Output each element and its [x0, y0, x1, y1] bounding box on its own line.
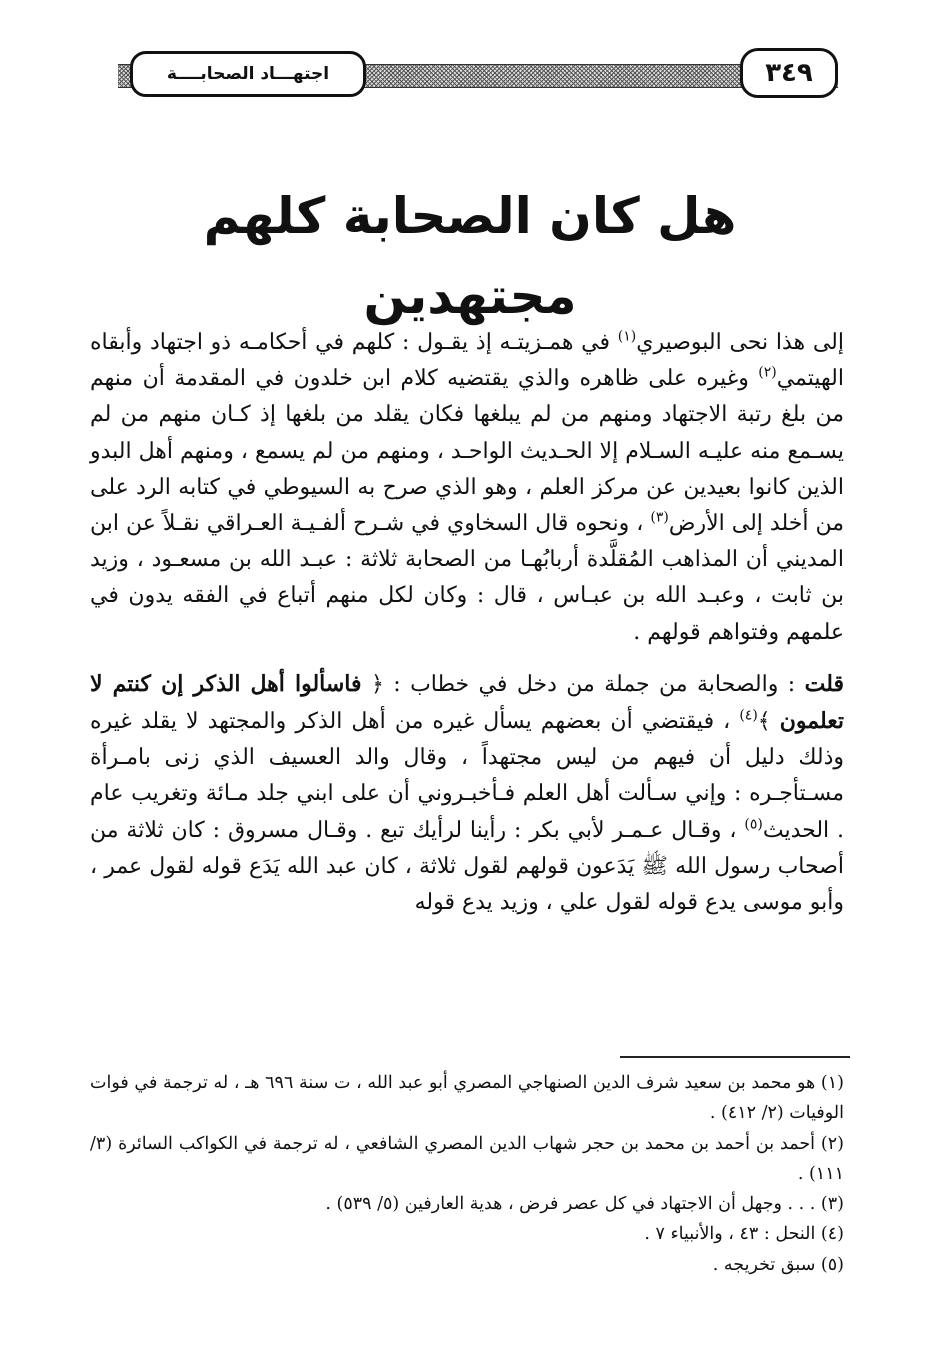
p2-lead-word: قلت: [804, 670, 844, 697]
footnote-ref-2: (٢): [758, 364, 777, 381]
p1-text-4: ، ونحوه قال السخاوي في شـرح ألفـيـة العـراقي نقـلاً عن ابن المديني أن المذاهب المُقلَّدة أربابُهـا من الصحابة ثلاثة : عبـد الله بن مسعـود ، وزيد بن ثابت ، وعبـد الله بن عبـاس ، قال : وكان لكل منهم أتباع في الفقه يدون في علمهم وفتواهم قولهم .: [90, 511, 844, 645]
section-title-box: [130, 51, 366, 97]
footnote-2: (٢) أحمد بن أحمد بن محمد بن حجر شهاب الدين المصري الشافعي ، له ترجمة في الكواكب السائرة (٣/ ١١١) .: [90, 1133, 844, 1184]
quran-bracket-close: ﴾: [757, 709, 771, 735]
p1-text-3: وغيره على ظاهره والذي يقتضيه كلام ابن خلدون في المقدمة أن منهم من بلغ رتبة الاجتهاد ومنهم من لم يبلغها فكان يقلد من بلغها إذ كـان منهم من لم يسـمع منه عليـه السـلام إلا الحـديث الواحـد ، ومنهم من لم يسمع ، ومنهم أهل البدو الذين كانوا بعيدين عن مركز العلم ، وهو الذي صرح به السيوطي في كتابه الرد على من أخلد إلى الأرض: [90, 366, 844, 537]
footnote-ref-4: (٤): [739, 707, 758, 724]
footnote-ref-3: (٣): [650, 509, 669, 526]
main-text: [90, 325, 844, 921]
p1-text-2: في همـزيتـه إذ يقـول : كلهم في أحكامـه ذو اجتهاد وأبقاه الهيتمي: [90, 330, 844, 392]
p2-text-3: ، وقـال عـمـر لأبي بكر : رأينا لرأيك تبع . وقـال مسروق : كان ثلاثة من أصحاب رسول الله ﷺ يَدَعون قولهم لقول ثلاثة ، كان عبد الله يَدَع قوله لقول عمر ، وأبو موسى يدع قوله لقول علي ، وزيد يدع قوله: [90, 817, 844, 916]
paragraph-1: [90, 325, 844, 651]
footnote-separator: [620, 1056, 850, 1058]
page-number-box: [740, 48, 838, 98]
footnote-3: (٣) . . . وجهل أن الاجتهاد في كل عصر فرض ، هدية العارفين (٥/ ٥٣٩) .: [325, 1194, 844, 1215]
p2-text-2: ، فيقتضي أن بعضهم يسأل غيره من أهل الذكر والمجتهد لا يقلد غيره وذلك دليل أن فيهم من ليس مجتهداً ، وقال والد العسيف الذي زنى بامـرأة مسـتأجـره : وإني سـألت أهل العلم فـأخبـروني أن على ابني جلد مـائة وتغريب عام . الحديث: [90, 709, 845, 843]
p2-text-1: : والصحابة من جملة من دخل في خطاب :: [393, 671, 796, 697]
paragraph-2: [90, 666, 844, 921]
footnote-ref-1: (١): [617, 328, 637, 345]
page-number: ٣٤٩: [765, 58, 813, 88]
running-header: [118, 48, 838, 102]
footnote-5: (٥) سبق تخريجه .: [712, 1254, 844, 1275]
footnote-1: (١) هو محمد بن سعيد شرف الدين الصنهاجي المصري أبو عبد الله ، ت سنة ٦٩٦ هـ ، له ترجمة في فوات الوفيات (٢/ ٤١٢) .: [90, 1073, 844, 1124]
section-title: اجتهـــاد الصحابــــة: [166, 64, 330, 84]
quran-verse: فاسألوا أهل الذكر إن كنتم لا تعلمون: [90, 670, 844, 735]
chapter-title: هل كان الصحابة كلهم مجتهدين: [203, 187, 737, 325]
footnote-4: (٤) النحل : ٤٣ ، والأنبياء ٧ .: [644, 1224, 844, 1245]
footnote-ref-5: (٥): [744, 816, 763, 833]
footnotes: [90, 1068, 844, 1280]
quran-bracket-open: ﴿: [370, 671, 384, 697]
p1-text-1: إلى هذا نحى البوصيري: [636, 330, 844, 355]
